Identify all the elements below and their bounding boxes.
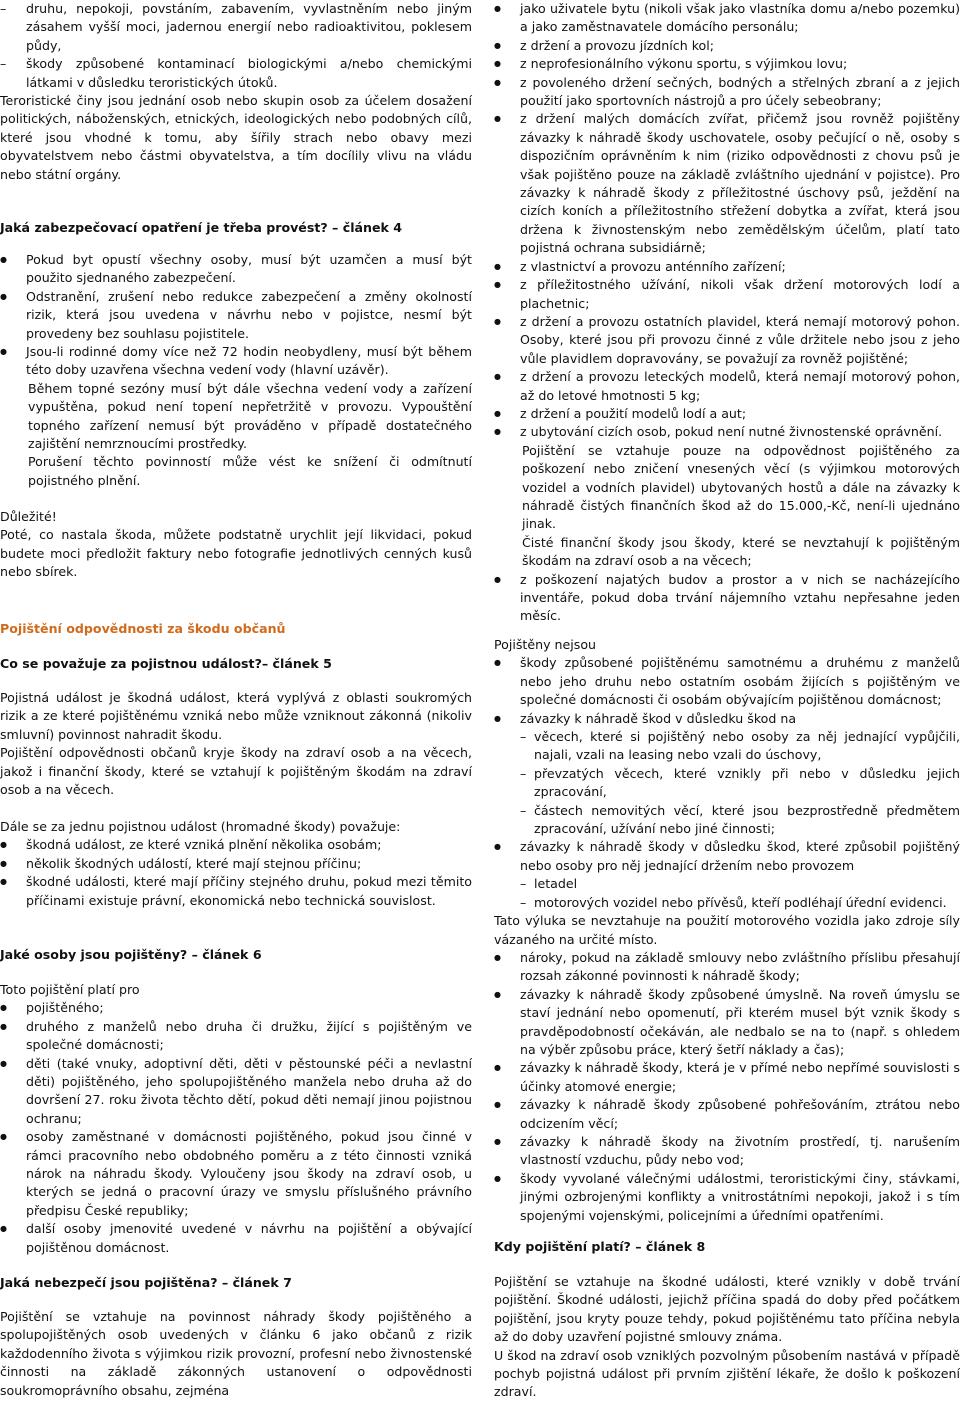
list-item: ● závazky k náhradě škody v důsledku škod, které způsobil pojištěný nebo osoby pro něj jednající držením nebo provozem — [494, 838, 960, 875]
list-item: ● Odstranění, zrušení nebo redukce zabezpečení a změny okolností rizik, která jsou uvedena v návrhu nebo v pojistce, nesmí být provedeny bez souhlasu pojistitele. — [0, 288, 472, 343]
list-item: – druhu, nepokoji, povstáním, zabavením, vyvlastněním nebo jiným zásahem vyšší moci, jadernou energií nebo radioaktivitou, poklesem půdy, — [0, 0, 472, 55]
art5-heading: Co se považuje za pojistnou událost?– článek 5 — [0, 656, 332, 671]
excl-item2-text: závazky k náhradě škod v důsledku škod na — [520, 710, 797, 726]
list-item: ● škodné události, které mají příčiny stejného druhu, pokud mezi těmito příčinami existuje právní, ekonomická nebo technická souvislost. — [0, 873, 472, 910]
list-item: ● škody vyvolané válečnými událostmi, teroristickými činy, stávkami, jinými ozbrojenými konflikty a vnitrostátními nepokoji, jakož i s tím spojenými vojenskými, policejními a úředními opatřeními. — [494, 1170, 960, 1225]
risk-block — [494, 0, 960, 626]
list-item: ● závazky k náhradě škody způsobené pohřešováním, ztrátou nebo odcizením věcí; — [494, 1096, 960, 1133]
list-item: – letadel — [520, 875, 960, 893]
list-item: ● Jsou-li rodinné domy více než 72 hodin neobydleny, musí být během této doby uzavřena všechna vedení vody (hlavní uzávěr). — [0, 343, 472, 380]
important-text: Poté, co nastala škoda, můžete podstatně urychlit její likvidaci, pokud budete moci předložit faktury nebo fotografie jednotlivých cenných kusů nebo sbírek. — [0, 527, 472, 580]
exclusions-block — [494, 636, 960, 1225]
excl-item3-sublist — [520, 875, 960, 912]
art5-block — [0, 689, 472, 799]
list-item: – věcech, které si pojištěný nebo osoby za něj jednající vypůjčili, najali, vzali na leasing nebo vzali do úschovy, — [520, 728, 960, 765]
art5-p1: Pojistná událost je škodná událost, která vyplývá z oblasti soukromých rizik a ze které pojištěnému vzniká nebo může vzniknout zákonná (nikoliv smluvní) povinnost nahradit škodu. — [0, 690, 472, 742]
exclusions-list-cont — [494, 838, 960, 875]
list-item — [494, 710, 960, 728]
list-item: ● druhého z manželů nebo druha či družku, žijící s pojištěným ve společné domácnosti; — [0, 1018, 472, 1055]
list-item: ● z poškození najatých budov a prostor a v nich se nacházejícího inventáře, pokud doba trvání nájemního vztahu nepřesahne jeden měsíc. — [494, 571, 960, 626]
list-item: ● z neprofesionálního výkonu sportu, s výjimkou lovu; — [494, 55, 960, 73]
art7-paragraph: Pojištění se vztahuje na povinnost náhrady škody pojištěného a spolupojištěných osob uvedených v článku 6 jako občanů z rizik každodenního života s výjimkou rizik provozní, profesní nebo živnostenské činnosti na základě zákonných ustanovení o odpovědnosti soukromoprávního obsahu, zejména — [0, 1309, 472, 1398]
list-item: ● z držení a použití modelů lodí a aut; — [494, 405, 960, 423]
list-item: – částech nemovitých věcí, které jsou bezprostředně předmětem zpracování, užívání nebo jiné činnosti; — [520, 802, 960, 839]
art4-block — [0, 251, 472, 490]
art5-p3: Dále se za jednu pojistnou událost (hromadné škody) považuje: — [0, 819, 401, 834]
art4-list — [0, 251, 472, 380]
art8-heading: Kdy pojištění platí? – článek 8 — [494, 1239, 706, 1254]
list-item: ● škody způsobené pojištěnému samotnému a druhému z manželů nebo jeho druhu nebo ostatním osobám žijících s pojištěným ve společné domácnosti či osobám obývajícím pojištěnou domácnost; — [494, 654, 960, 709]
excl-item2-sublist — [520, 728, 960, 838]
list-item: ● z ubytování cizích osob, pokud není nutné živnostenské oprávnění. — [494, 423, 960, 441]
list-item: ● závazky k náhradě škody způsobené úmyslně. Na roveň úmyslu se staví jednání nebo opomenutí, při kterém musel být vznik škody s pravděpodobností očekáván, ale nedbalo se na to (např. s ohledem na výběr způsobu práce, který šetří náklady a čas); — [494, 986, 960, 1060]
art8-paragraph: Pojištění se vztahuje na škodné události, které vznikly v době trvání pojištění. Škodné události, jejichž příčina spadá do doby před počátkem pojištění, jsou kryty pouze tehdy, pokud pojištěnému tato příčina nebyla až do doby uzavření pojistné smlouvy známa. — [494, 1274, 960, 1345]
list-item: ● několik škodných událostí, které mají stejnou příčinu; — [0, 855, 472, 873]
lodging-sub2: Čisté finanční škody jsou škody, které se nevztahují k pojištěným škodám na zdraví osob a na věcech; — [522, 534, 960, 569]
art6-intro: Toto pojištění platí pro — [0, 982, 140, 997]
lodging-sub1: Pojištění se vztahuje pouze na odpovědnost pojištěného za poškození nebo zničení vnesených věcí (s výjimkou motorových vozidel a vodních plavidel) ubytovaných hostů a dále na závazky k náhradě čistých finančních škod až do 15.000,-Kč, není-li ujednáno jinak. — [522, 442, 960, 532]
list-item: ● závazky k náhradě škody na životním prostředí, tj. narušením vlastností vzduchu, půdy nebo vod; — [494, 1133, 960, 1170]
vehicle-note: Tato výluka se nevztahuje na použití motorového vozidla jako zdroje síly vázaného na určité místo. — [494, 913, 960, 947]
list-item: ● další osoby jmenovité uvedené v návrhu na pojištění a obývající pojištěnou domácnost. — [0, 1220, 472, 1257]
important-block — [0, 508, 472, 582]
section-title: Pojištění odpovědnosti za škodu občanů — [0, 621, 286, 636]
art4-sub2: Porušení těchto povinností může vést ke snížení či odmítnutí pojistného plnění. — [28, 454, 472, 488]
list-item: ● závazky k náhradě škody, která je v přímé nebo nepřímé souvislosti s účinky atomové energie; — [494, 1059, 960, 1096]
art5-mass — [0, 818, 472, 910]
art5-p2: Pojištění odpovědnosti občanů kryje škody na zdraví osob a na věcech, jakož i finanční škody, které se vztahují k pojištěným škodám na zdraví osob a na věcech. — [0, 745, 472, 798]
list-item: ● jako uživatele bytu (nikoli však jako vlastníka domu a/nebo pozemku) a jako zaměstnavatele domácího personálu; — [494, 0, 960, 37]
art4-sub1: Během topné sezóny musí být dále všechna vedení vody a zařízení vypuštěna, pokud není topení nepřetržitě v provozu. Vypouštění topného zařízení nemusí být prováděno v případě dostatečného zajištění nemrznoucími prostředky. — [28, 380, 472, 452]
art6-block — [0, 981, 472, 1257]
exclusions-list — [494, 654, 960, 728]
list-item: ● nároky, pokud na základě smlouvy nebo zvláštního příslibu přesahují rozsah zákonné povinnosti k náhradě škody; — [494, 949, 960, 986]
art8-paragraph-2: U škod na zdraví osob vzniklých pozvolným působením nastává v případě pochyb pojistná událost při prvním zjištění lékaře, že došlo k poškození zdraví. — [494, 1347, 960, 1400]
art6-heading: Jaké osoby jsou pojištěny? – článek 6 — [0, 947, 262, 962]
list-item: ● z držení malých domácích zvířat, přičemž jsou rovněž pojištěny závazky k náhradě škody uschovatele, osoby pečující o ně, osoby s dispozičním oprávněním k nim (riziko odpovědnosti z chovu psů je však pojištěno pouze na základě zvláštního ujednání v pojistce). Pro závazky k náhradě škody z příležitostné úschovy psů, ježdění na cizích koních a příležitostního střežení dobytka a zvířat, která jsou držena k živnostenským nebo zemědělským účelům, platí tato pojistná ochrana subsidiárně; — [494, 110, 960, 257]
list-item: ● z povoleného držení sečných, bodných a střelných zbraní a z jejich použití jako sportovních nástrojů a pro účely sebeobrany; — [494, 74, 960, 111]
risk-list-last — [494, 571, 960, 626]
list-item: – převzatých věcech, které vznikly při nebo v důsledku jejich zpracování, — [520, 765, 960, 802]
list-item: – škody způsobené kontaminací biologickými a/nebo chemickými látkami v důsledku teroristických útoků. — [0, 55, 472, 92]
list-item: ● Pokud byt opustí všechny osoby, musí být uzamčen a musí být použito sjednaného zabezpečení. — [0, 251, 472, 288]
list-item: ● z příležitostného užívání, nikoli však držení motorových lodí a plachetnic; — [494, 276, 960, 313]
list-item: ● z držení a provozu leteckých modelů, která nemají motorový pohon, až do letové hmotnosti 5 kg; — [494, 368, 960, 405]
art7-heading: Jaká nebezpečí jsou pojištěna? – článek 7 — [0, 1275, 292, 1290]
list-item: ● z držení a provozu jízdních kol; — [494, 37, 960, 55]
dash-list — [0, 0, 472, 92]
list-item: ● osoby zaměstnané v domácnosti pojištěného, pokud jsou činné v rámci pracovního nebo obdobného poměru a z této činnosti vzniká nárok na náhradu škody. Vyloučeny jsou škody na zdraví osob, u kterých se jedná o pracovní úrazy ve smyslu příslušného právního předpisu České republiky; — [0, 1128, 472, 1220]
list-item: ● z vlastnictví a provozu anténního zařízení; — [494, 258, 960, 276]
art5-list — [0, 836, 472, 910]
art4-heading: Jaká zabezpečovací opatření je třeba provést? – článek 4 — [0, 220, 403, 235]
terror-paragraph: Teroristické činy jsou jednání osob nebo skupin osob za účelem dosažení politických, náboženských, etnických, ideologických nebo podobných cílů, které jsou vhodné k tomu, aby šířily strach nebo obavy mezi obyvatelstvem nebo částmi obyvatelstva, a tím docílily vlivu na vládu nebo státní orgány. — [0, 93, 472, 182]
list-item: ● pojištěného; — [0, 999, 472, 1017]
risk-list — [494, 0, 960, 442]
list-item: ● děti (také vnuky, adoptivní děti, děti v pěstounské péči a nevlastní děti) pojištěného, jeho spolupojištěného manžela nebo druha až do dovršení 27. roku života těchto dětí, pokud děti nemají jinou pojistnou ochranu; — [0, 1055, 472, 1129]
exclusions-list-b — [494, 949, 960, 1225]
list-item: – motorových vozidel nebo přívěsů, kteří podléhají úřední evidenci. — [520, 894, 960, 912]
list-item: ● z držení a provozu ostatních plavidel, která nemají motorový pohon. Osoby, které jsou při provozu činné z vůle držitele nebo jsou z jeho vůle plavidlem dopravovány, se považují za rovněž pojištěné; — [494, 313, 960, 368]
important-label: Důležité! — [0, 509, 57, 524]
list-item: ● škodná událost, ze které vzniká plnění několika osobám; — [0, 836, 472, 854]
art8-block — [494, 1273, 960, 1402]
not-insured-label: Pojištěny nejsou — [494, 637, 597, 652]
art6-list — [0, 999, 472, 1257]
